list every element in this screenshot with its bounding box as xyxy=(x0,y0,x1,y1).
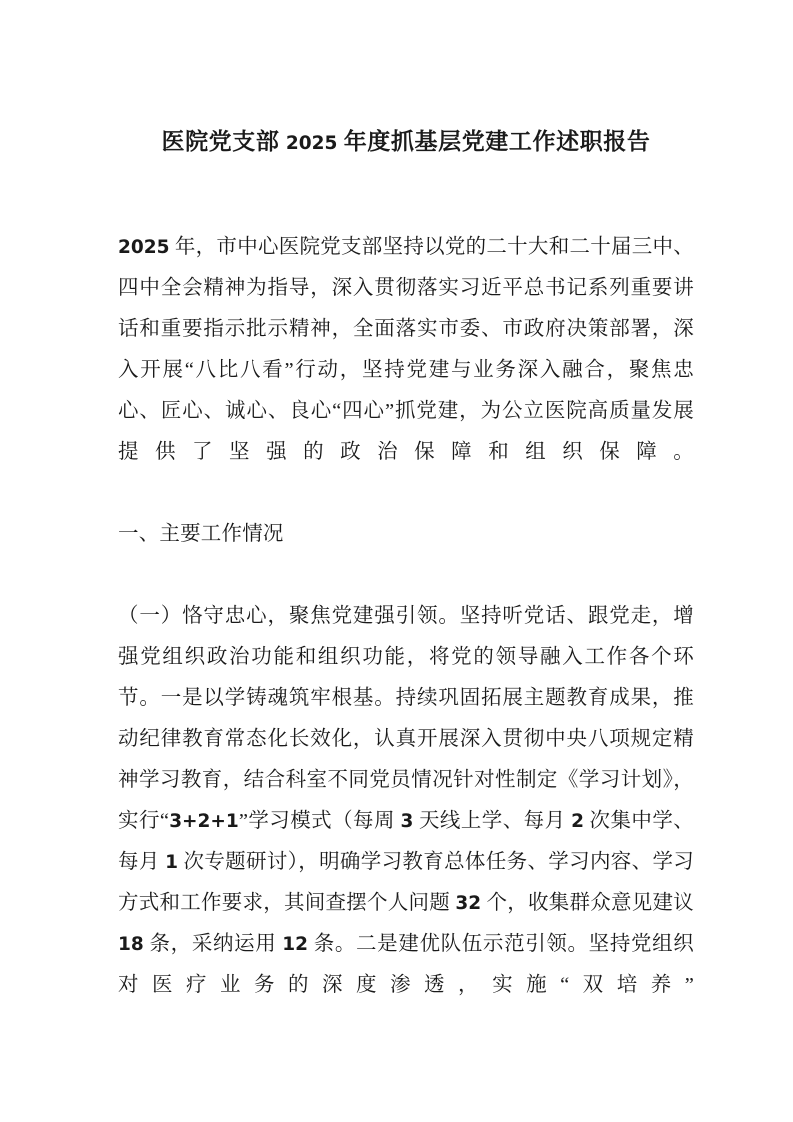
paragraph-opening: 2025 年，市中心医院党支部坚持以党的二十大和二十届三中、四中全会精神为指导，深入贯彻落实习近平总书记系列重要讲话和重要指示批示精神，全面落实市委、市政府决策部署，深入开展“八比八看”行动，坚持党建与业务深入融合，聚焦忠心、匠心、诚心、良心“四心”抓党建，为公立医院高质量发展提供了坚强的政治保障和组织保障。 xyxy=(118,236,694,463)
inline-figure: 3 xyxy=(400,811,414,832)
inline-figure: 2 xyxy=(571,811,584,832)
inline-figure: 12 xyxy=(282,934,308,955)
paragraph-item-one: （一）恪守忠心，聚焦党建强引领。坚持听党话、跟党走，增强党组织政治功能和组织功能，将党的领导融入工作各个环节。一是以学铸魂筑牢根基。持续巩固拓展主题教育成果，推动纪律教育常态化长效化，认真开展深入贯彻中央八项规定精神学习教育，结合科室不同党员情况针对性制定《学习计划》，实行“3+2+1”学习模式（每周 3 天线上学、每月 2 次集中学、每月 1 次专题研讨），明确学习教育总体任务、学习内容、学习方式和工作要求，其间查摆个人问题 32 个，收集群众意见建议 18 条，采纳运用 12 条。二是建优队伍示范引领。坚持党组织对医疗业务的深度渗透，实施“双培养” xyxy=(118,605,694,996)
inline-figure: 1 xyxy=(165,852,179,873)
paragraph-spacer-1 xyxy=(118,473,694,514)
title-spacer xyxy=(118,161,694,227)
paragraph-spacer-2 xyxy=(118,555,694,596)
inline-figure: 3+2+1 xyxy=(169,811,239,832)
inline-figure: 32 xyxy=(455,893,482,914)
document-content xyxy=(118,0,694,1006)
inline-figure: 2025 xyxy=(285,133,338,154)
inline-figure: 2025 xyxy=(118,237,170,258)
page-title: 医院党支部 2025 年度抓基层党建工作述职报告 xyxy=(161,129,651,154)
inline-figure: 18 xyxy=(118,934,144,955)
section-heading-one: 一、主要工作情况 xyxy=(118,523,284,545)
